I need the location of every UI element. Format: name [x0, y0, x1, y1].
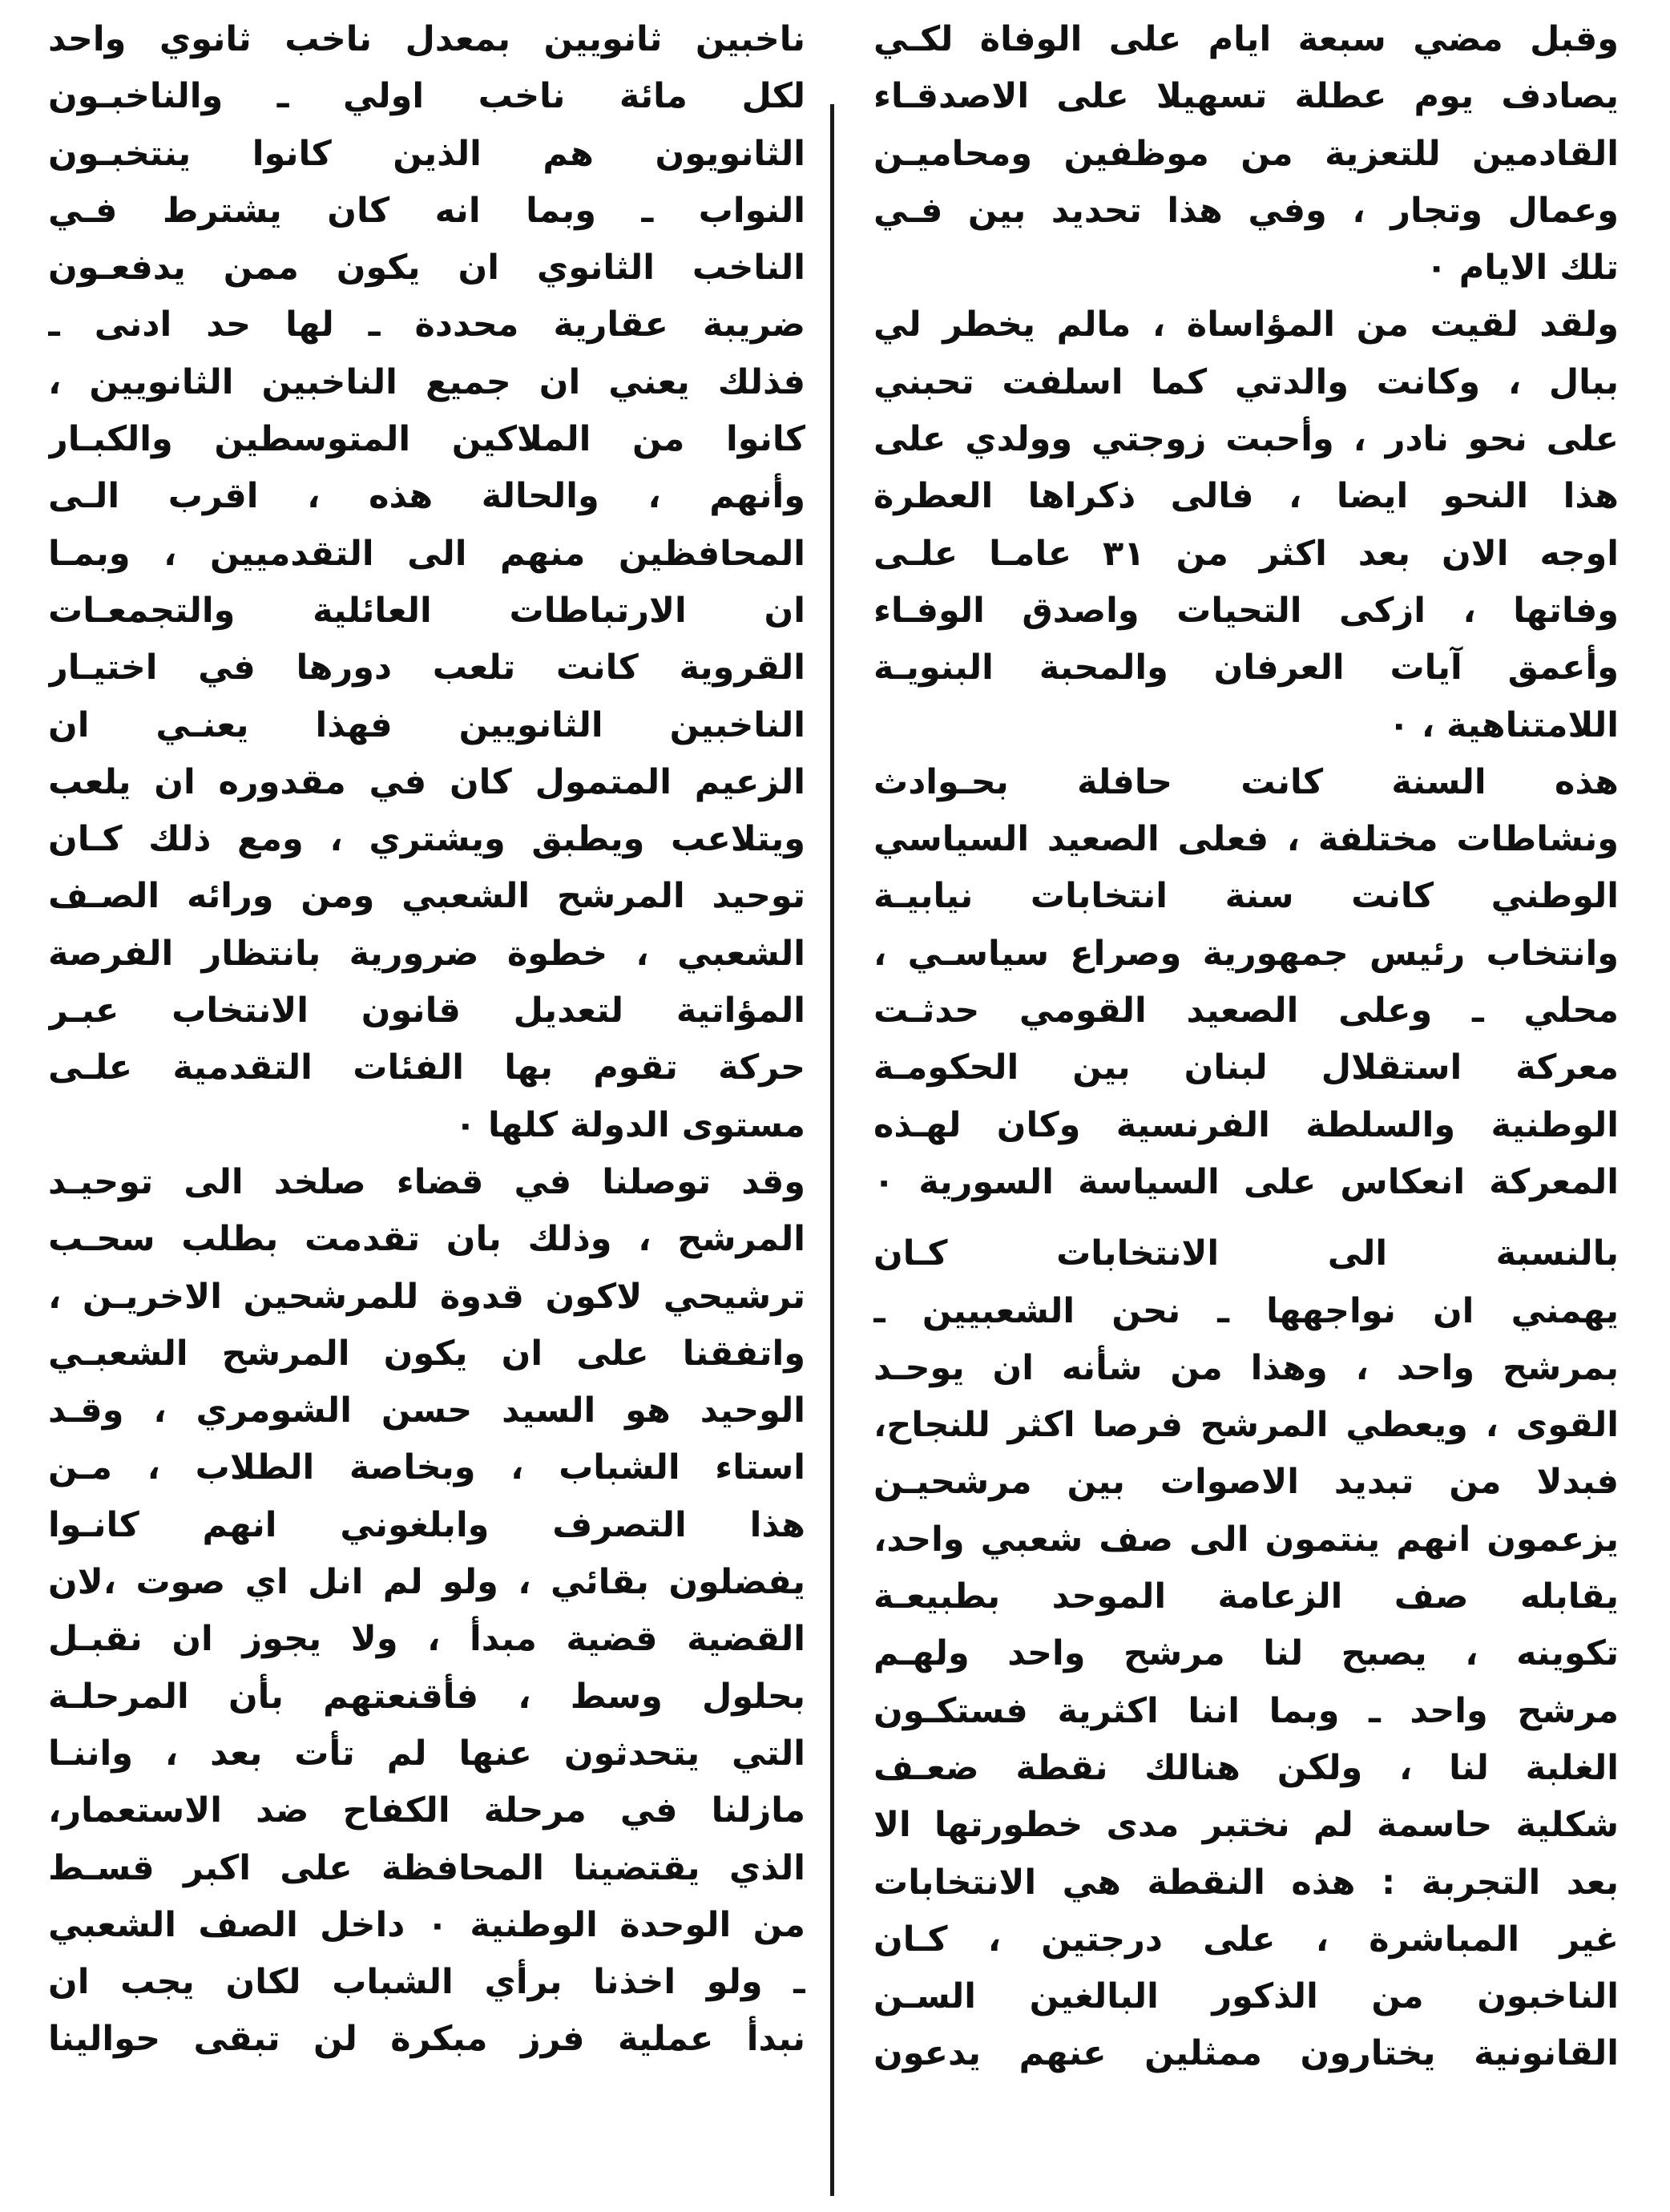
text-line: محلي ـ وعلى الصعيد القومي حدثـت [873, 991, 1619, 1031]
text-line: فبدلا من تبديد الاصوات بين مرشحيـن [873, 1462, 1619, 1503]
text-line: الوحيد هو السيد حسن الشومري ، وقـد [48, 1391, 805, 1431]
text-line: كانوا من الملاكين المتوسطين والكبـار [48, 419, 805, 460]
text-line: يهمني ان نواجهها ـ نحن الشعبيين ـ [873, 1290, 1619, 1331]
text-line: مرشح واحد ـ وبما اننا اكثرية فستكـون [873, 1690, 1619, 1731]
text-line: ضريبة عقارية محددة ـ لها حد ادنى ـ [48, 305, 805, 345]
text-line: توحيد المرشح الشعبي ومن ورائه الصـف [48, 876, 805, 917]
text-line: استاء الشباب ، وبخاصة الطلاب ، مـن [48, 1447, 805, 1488]
text-line: الوطنية والسلطة الفرنسية وكان لهـذه [873, 1104, 1619, 1145]
text-line: القروية كانت تلعب دورها في اختيـار [48, 648, 805, 688]
text-line: هذه السنة كانت حافلة بحـوادث [873, 761, 1619, 802]
text-line: الناخب الثانوي ان يكون ممن يدفعـون [48, 248, 805, 289]
text-line: القادمين للتعزية من موظفين ومحاميـن [873, 133, 1619, 174]
text-line: تكوينه ، يصبح لنا مرشح واحد ولهـم [873, 1633, 1619, 1674]
text-line: المحافظين منهم الى التقدميين ، وبمـا [48, 533, 805, 574]
text-line: هذا النحو ايضا ، فالى ذكراها العطرة [873, 476, 1619, 517]
text-line: معركة استقلال لبنان بين الحكومـة [873, 1047, 1619, 1088]
text-line: وأعمق آيات العرفان والمحبة البنويـة [873, 648, 1619, 688]
text-line: يصادف يوم عطلة تسهيلا على الاصدقـاء [873, 76, 1619, 117]
text-line: ان الارتباطات العائلية والتجمعـات [48, 590, 805, 631]
text-line: مازلنا في مرحلة الكفاح ضد الاستعمار، [48, 1790, 805, 1831]
text-line: القوى ، ويعطي المرشح فرصا اكثر للنجاح، [873, 1405, 1619, 1446]
text-line: يزعمون انهم ينتمون الى صف شعبي واحد، [873, 1519, 1619, 1560]
text-line: شكلية حاسمة لم نختبر مدى خطورتها الا [873, 1805, 1619, 1846]
text-line: على نحو نادر ، وأحبت زوجتي وولدي على [873, 419, 1619, 460]
text-line: المؤاتية لتعديل قانون الانتخاب عبـر [48, 991, 805, 1031]
text-line: وقبل مضي سبعة ايام على الوفاة لكـي [873, 19, 1619, 59]
text-line: النواب ـ وبما انه كان يشترط فـي [48, 190, 805, 231]
text-line: بمرشح واحد ، وهذا من شأنه ان يوحـد [873, 1347, 1619, 1388]
text-line: يقابله صف الزعامة الموحد بطبيعـة [873, 1576, 1619, 1617]
text-line: غير المباشرة ، على درجتين ، كـان [873, 1919, 1619, 1960]
text-line: حركة تقوم بها الفئات التقدمية علـى [48, 1047, 805, 1088]
text-line: هذا التصرف وابلغوني انهم كانـوا [48, 1504, 805, 1545]
text-line: وانتخاب رئيس جمهورية وصراع سياسـي ، [873, 933, 1619, 974]
text-line: الغلبة لنا ، ولكن هنالك نقطة ضعـف [873, 1747, 1619, 1788]
text-line: ولقد لقيت من المؤاساة ، مالم يخطر لي [873, 305, 1619, 345]
text-line: يفضلون بقائي ، ولو لم انل اي صوت ،لان [48, 1562, 805, 1603]
text-column-right [873, 11, 1619, 2083]
text-line: بالنسبة الى الانتخابات كـان [873, 1233, 1619, 1274]
text-line: ناخبين ثانويين بمعدل ناخب ثانوي واحد [48, 19, 805, 59]
text-line: الناخبين الثانويين فهذا يعنـي ان [48, 704, 805, 745]
paragraph-end-line: اللامتناهية ، ٠ [1388, 704, 1619, 745]
text-line: القانونية يختارون ممثلين عنهم يدعون [873, 2033, 1619, 2074]
text-line: ببال ، وكانت والدتي كما اسلفت تحبني [873, 361, 1619, 402]
text-line: المعركة انعكاس على السياسة السورية ٠ [873, 1161, 1619, 1202]
text-line: الشعبي ، خطوة ضرورية بانتظار الفرصة [48, 933, 805, 974]
text-column-left [48, 11, 805, 2069]
text-line: وفاتها ، ازكى التحيات واصدق الوفـاء [873, 590, 1619, 631]
text-line: بعد التجربة : هذه النقطة هي الانتخابات [873, 1862, 1619, 1903]
text-line: بحلول وسط ، فأقنعتهم بأن المرحلـة [48, 1676, 805, 1717]
text-line: ونشاطات مختلفة ، فعلى الصعيد السياسي [873, 819, 1619, 860]
text-line: واتفقنا على ان يكون المرشح الشعبـي [48, 1333, 805, 1374]
text-line: الزعيم المتمول كان في مقدوره ان يلعب [48, 761, 805, 802]
text-line: ـ ولو اخذنا برأي الشباب لكان يجب ان [48, 1962, 805, 2003]
paragraph-end-line: تلك الايام ٠ [1426, 248, 1619, 289]
text-line: الناخبون من الذكور البالغين السـن [873, 1976, 1619, 2017]
text-line: المرشح ، وذلك بان تقدمت بطلب سحـب [48, 1219, 805, 1260]
text-line: الثانويون هم الذين كانوا ينتخبـون [48, 133, 805, 174]
text-line: فذلك يعني ان جميع الناخبين الثانويين ، [48, 361, 805, 402]
column-divider [830, 104, 834, 2196]
text-line: ويتلاعب ويطبق ويشتري ، ومع ذلك كـان [48, 819, 805, 860]
text-line: الذي يقتضينا المحافظة على اكبر قسـط [48, 1847, 805, 1888]
text-line: التي يتحدثون عنها لم تأت بعد ، واننـا [48, 1733, 805, 1774]
text-line: لكل مائة ناخب اولي ـ والناخبـون [48, 76, 805, 117]
text-line: وأنهم ، والحالة هذه ، اقرب الـى [48, 476, 805, 517]
text-line: ترشيحي لاكون قدوة للمرشحين الاخريـن ، [48, 1276, 805, 1317]
text-line: القضية قضية مبدأ ، ولا يجوز ان نقبـل [48, 1619, 805, 1660]
text-line: الوطني كانت سنة انتخابات نيابيـة [873, 876, 1619, 917]
text-line: وعمال وتجار ، وفي هذا تحديد بين فـي [873, 190, 1619, 231]
text-line: وقد توصلنا في قضاء صلخد الى توحيـد [48, 1161, 805, 1202]
paragraph-end-line: مستوى الدولة كلها ٠ [454, 1104, 805, 1145]
text-line: من الوحدة الوطنية ٠ داخل الصف الشعبي [48, 1904, 805, 1945]
text-line: نبدأ عملية فرز مبكرة لن تبقى حوالينا [48, 2019, 805, 2060]
text-line: اوجه الان بعد اكثر من ٣١ عامـا علـى [873, 533, 1619, 574]
